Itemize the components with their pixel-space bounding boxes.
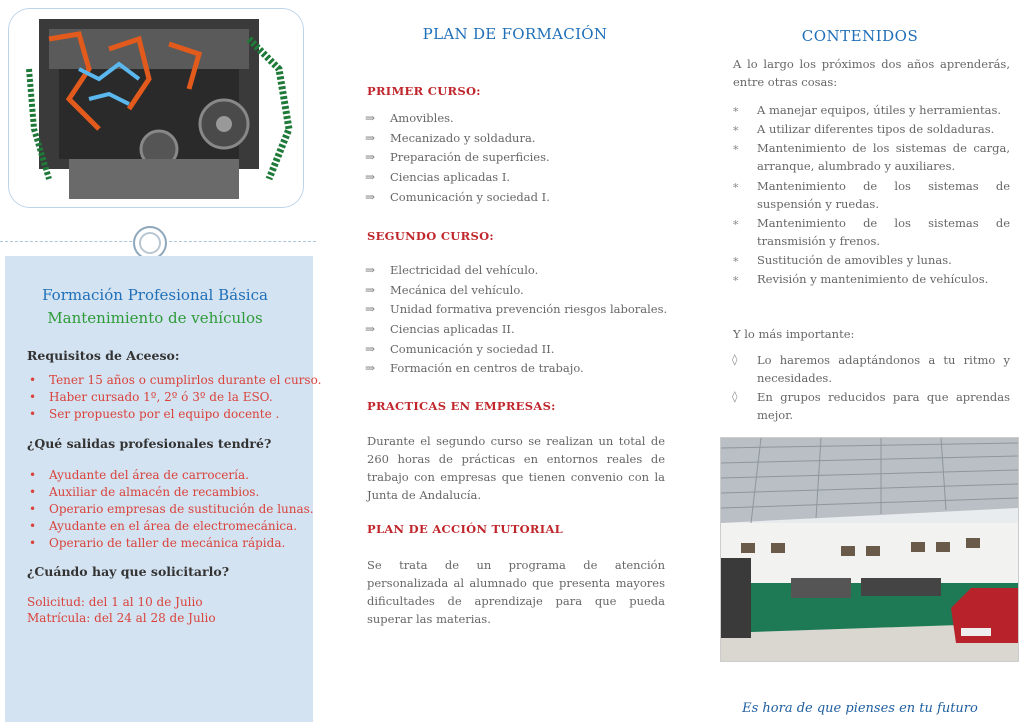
list-item: ∗ Mantenimiento de los sistemas de carga, arranque, alumbrado y auxiliares. — [732, 141, 1010, 174]
importante-label: Y lo más importante: — [733, 327, 855, 341]
arrow-icon: ⇒ — [365, 302, 376, 317]
list-item: ⇒ Ciencias aplicadas II. — [365, 320, 667, 340]
list-item: • Operario empresas de sustitución de lunas. — [27, 501, 314, 518]
asterisk-icon: ∗ — [732, 122, 740, 136]
solicitud-dates: Solicitud: del 1 al 10 de Julio — [27, 595, 203, 609]
matricula-dates: Matrícula: del 24 al 28 de Julio — [27, 611, 216, 625]
engine-image — [8, 8, 304, 208]
program-title: Formación Profesional Básica — [42, 286, 268, 304]
engine-illustration — [9, 9, 303, 207]
footer-slogan: Es hora de que pienses en tu futuro — [742, 701, 978, 716]
left-panel — [0, 0, 322, 722]
practicas-heading: PRACTICAS EN EMPRESAS: — [367, 399, 556, 413]
right-panel — [710, 0, 1024, 722]
list-item: ∗ Mantenimiento de los sistemas de transmisión y frenos. — [732, 215, 1010, 248]
list-item: ⇒ Ciencias aplicadas I. — [365, 168, 550, 188]
list-item: • Ser propuesto por el equipo docente . — [27, 406, 321, 423]
list-item: ⇒ Mecanizado y soldadura. — [365, 129, 550, 149]
asterisk-icon: ∗ — [732, 141, 740, 155]
diamond-icon: ◊ — [732, 353, 738, 366]
arrow-icon: ⇒ — [365, 111, 376, 125]
list-item: ⇒ Mecánica del vehículo. — [365, 281, 667, 301]
requisitos-list — [27, 372, 321, 423]
list-item: • Tener 15 años o cumplirlos durante el curso. — [27, 372, 321, 389]
list-item: ⇒ Amovibles. — [365, 109, 550, 129]
arrow-icon: ⇒ — [365, 263, 376, 277]
arrow-icon: ⇒ — [365, 170, 376, 185]
practicas-text: Durante el segundo curso se realizan un total de 260 horas de prácticas en entornos reales de trabajo con empresas que tienen convenio con la Junta de Andalucía. — [367, 434, 665, 502]
list-item: ◊ Lo haremos adaptándonos a tu ritmo y necesidades. — [732, 353, 1010, 385]
diamond-icon: ◊ — [732, 390, 738, 404]
contenidos-title: CONTENIDOS — [801, 27, 919, 45]
list-item: ∗ Sustitución de amovibles y lunas. — [732, 252, 952, 267]
contenidos-intro: A lo largo los próximos dos años aprenderás, entre otras cosas: — [733, 57, 1010, 89]
primer-curso-list — [365, 109, 550, 207]
list-item: ⇒ Formación en centros de trabajo. — [365, 359, 667, 379]
list-item: ◊ En grupos reducidos para que aprendas mejor. — [732, 390, 1010, 423]
arrow-icon: ⇒ — [365, 341, 376, 356]
asterisk-icon: ∗ — [732, 252, 740, 266]
list-item: ⇒ Unidad formativa prevención riesgos laborales. — [365, 300, 667, 320]
info-box — [5, 256, 322, 722]
list-item: ∗ Revisión y mantenimiento de vehículos. — [732, 272, 989, 287]
workshop-illustration — [721, 438, 1018, 661]
list-item: ∗ A manejar equipos, útiles y herramientas. — [732, 103, 1002, 117]
tutorial-text: Se trata de un programa de atención personalizada al alumnado que presenta mayores dificultades de aprendizaje para que pueda superar las materias. — [367, 558, 665, 626]
list-item: ⇒ Preparación de superficies. — [365, 148, 550, 168]
arrow-icon: ⇒ — [365, 150, 376, 165]
workshop-photo — [720, 437, 1019, 662]
ring-ornament-icon — [133, 226, 167, 260]
middle-panel — [345, 0, 685, 722]
list-item: ∗ A utilizar diferentes tipos de soldaduras. — [732, 122, 995, 137]
list-item: • Auxiliar de almacén de recambios. — [27, 484, 314, 501]
list-item: • Ayudante en el área de electromecánica. — [27, 518, 314, 535]
segundo-curso-heading: SEGUNDO CURSO: — [367, 229, 494, 243]
arrow-icon: ⇒ — [365, 282, 376, 297]
arrow-icon: ⇒ — [365, 361, 376, 376]
asterisk-icon: ∗ — [732, 272, 740, 286]
salidas-list — [27, 467, 314, 552]
salidas-heading: ¿Qué salidas profesionales tendré? — [27, 436, 272, 451]
list-item: ⇒ Comunicación y sociedad II. — [365, 340, 667, 360]
asterisk-icon: ∗ — [732, 103, 740, 116]
solicitar-heading: ¿Cuándo hay que solicitarlo? — [27, 564, 230, 579]
list-item: ∗ Mantenimiento de los sistemas de suspensión y ruedas. — [732, 178, 1010, 211]
importante-list — [730, 351, 1010, 425]
list-item: ⇒ Electricidad del vehículo. — [365, 261, 667, 281]
list-item: • Operario de taller de mecánica rápida. — [27, 535, 314, 552]
arrow-icon: ⇒ — [365, 189, 376, 204]
list-item: • Ayudante del área de carrocería. — [27, 467, 314, 484]
primer-curso-heading: PRIMER CURSO: — [367, 84, 481, 98]
plan-title: PLAN DE FORMACIÓN — [422, 25, 608, 43]
requisitos-heading: Requisitos de Aceeso: — [27, 348, 180, 363]
tutorial-heading: PLAN DE ACCIÓN TUTORIAL — [367, 522, 564, 536]
arrow-icon: ⇒ — [365, 130, 376, 145]
asterisk-icon: ∗ — [732, 178, 740, 192]
list-item: • Haber cursado 1º, 2º ó 3º de la ESO. — [27, 389, 321, 406]
arrow-icon: ⇒ — [365, 322, 376, 337]
list-item: ⇒ Comunicación y sociedad I. — [365, 188, 550, 208]
asterisk-icon: ∗ — [732, 215, 740, 229]
program-subtitle: Mantenimiento de vehículos — [47, 309, 263, 327]
segundo-curso-list — [365, 261, 667, 379]
contenidos-list — [730, 101, 1010, 289]
